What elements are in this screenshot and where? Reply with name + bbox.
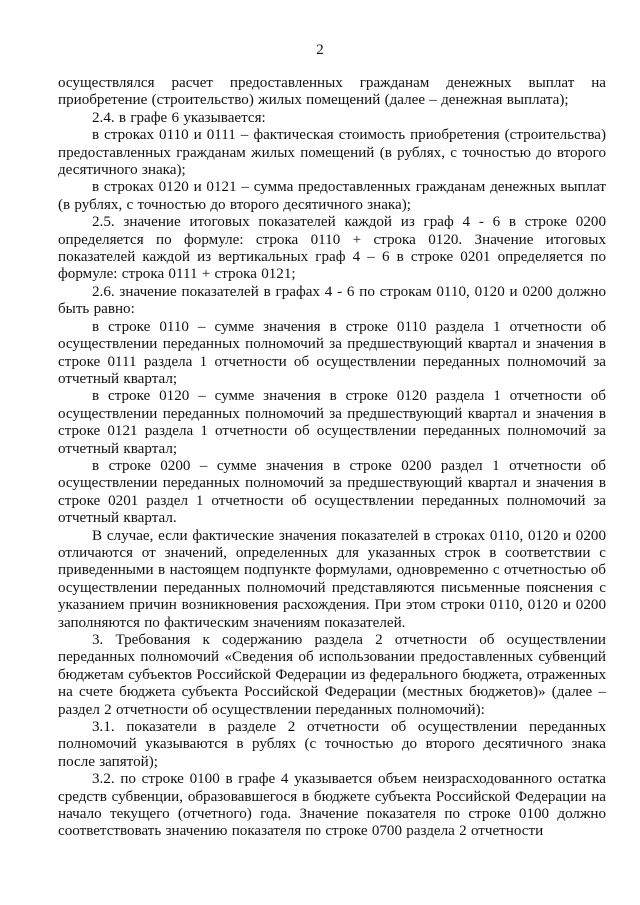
paragraph-discrepancy: В случае, если фактические значения показателей в строках 0110, 0120 и 0200 отличаются от значений, определенных для указанных строк в соответствии с приведенными в настоящем подпункте формулами, одновременно с отчетностью об осуществлении переданных полномочий представляются письменные пояснения с указанием причин возникновения расхождения. При этом строки 0110, 0120 и 0200 заполняются по фактическим значениям показателей.: [58, 527, 606, 631]
paragraph-rows-0120-0121: в строках 0120 и 0121 – сумма предоставленных гражданам денежных выплат (в рублях, с точностью до второго десятичного знака);: [58, 179, 606, 213]
paragraph-row-0110: в строке 0110 – сумме значения в строке 0110 раздела 1 отчетности об осуществлении переданных полномочий за предшествующий квартал и значения в строке 0111 раздела 1 отчетности об осуществлении переданных полномочий за отчетный квартал;: [58, 318, 606, 387]
paragraph-rows-0110-0111: в строках 0110 и 0111 – фактическая стоимость приобретения (строительства) предоставленных гражданам жилых помещений (в рублях, с точностью до второго десятичного знака);: [58, 127, 606, 179]
paragraph-3-2: 3.2. по строке 0100 в графе 4 указывается объем неизрасходованного остатка средств субвенции, образовавшегося в бюджете субъекта Российской Федерации на начало текущего (отчетного) года. Значение показателя по строке 0100 должно соответствовать значению показателя по строке 0700 раздела 2 отчетности: [58, 771, 606, 840]
document-body: [58, 75, 606, 841]
page-number: 2: [316, 42, 324, 58]
paragraph-2-4-heading: 2.4. в графе 6 указывается:: [92, 109, 266, 126]
paragraph-continuation: осуществлялся расчет предоставленных гражданам денежных выплат на приобретение (строительство) жилых помещений (далее – денежная выплата);: [58, 75, 606, 109]
paragraph-2-5: 2.5. значение итоговых показателей каждой из граф 4 - 6 в строке 0200 определяется по формуле: строка 0110 + строка 0120. Значение итоговых показателей каждой из вертикальных граф 4 – 6 в строке 0201 определяется по формуле: строка 0111 + строка 0121;: [58, 214, 606, 283]
paragraph-section-3: 3. Требования к содержанию раздела 2 отчетности об осуществлении переданных полномочий «Сведения об использовании предоставленных субвенций бюджетам субъектов Российской Федерации из федерального бюджета, отраженных на счете бюджета субъекта Российской Федерации (местных бюджетов)» (далее – раздел 2 отчетности об осуществлении переданных полномочий):: [58, 632, 606, 718]
paragraph-row-0120: в строке 0120 – сумме значения в строке 0120 раздела 1 отчетности об осуществлении переданных полномочий за предшествующий квартал и значения в строке 0121 раздела 1 отчетности об осуществлении переданных полномочий за отчетный квартал;: [58, 388, 606, 457]
paragraph-row-0200: в строке 0200 – сумме значения в строке 0200 раздел 1 отчетности об осуществлении переданных полномочий за предшествующий квартал и значения в строке 0201 раздел 1 отчетности об осуществлении переданных полномочий за отчетный квартал.: [58, 457, 606, 527]
paragraph-2-6: 2.6. значение показателей в графах 4 - 6 по строкам 0110, 0120 и 0200 должно быть равно:: [58, 283, 606, 318]
paragraph-3-1: 3.1. показатели в разделе 2 отчетности об осуществлении переданных полномочий указываются в рублях (с точностью до второго десятичного знака после запятой);: [58, 719, 606, 770]
